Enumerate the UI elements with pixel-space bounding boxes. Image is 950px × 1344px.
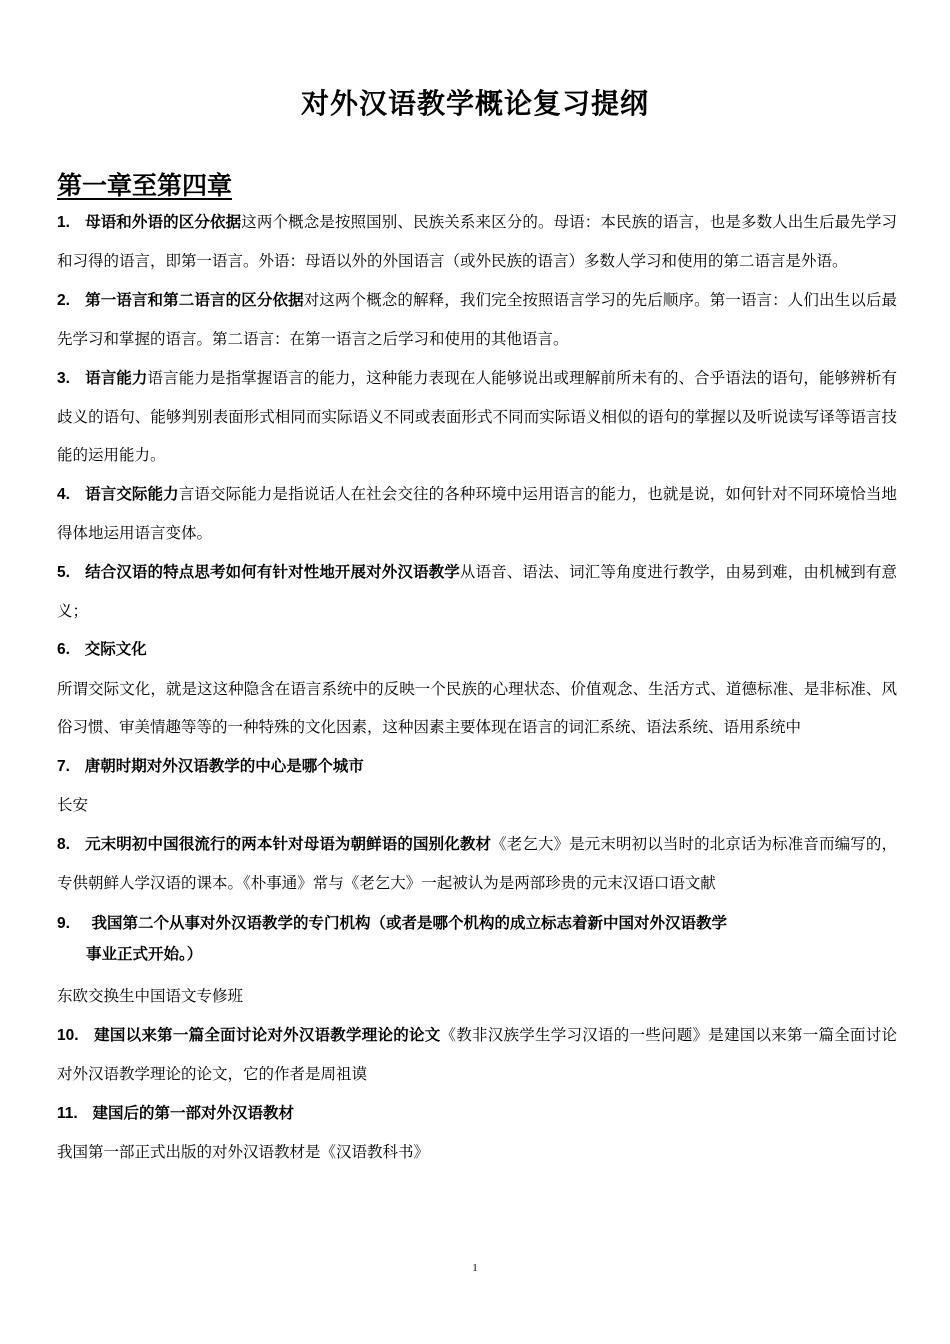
document-title: 对外汉语教学概论复习提纲 <box>300 87 649 120</box>
outline-item-3: 3. 语言能力语言能力是指掌握语言的能力，这种能力表现在人能够说出或理解前所未有的、合乎语法的语句，能够辨析有歧义的语句、能够判别表面形式相同而实际语义不同或表面形式不同而实际语义相似的语句的掌握以及听说读写译等语言技能的运用能力。 <box>57 368 897 465</box>
outline-item-8: 8. 元末明初中国很流行的两本针对母语为朝鲜语的国别化教材《老乞大》是元末明初以当时的北京话为标准音而编写的，专供朝鲜人学汉语的课本。《朴事通》常与《老乞大》一起被认为是两部珍贵的元末汉语口语文献 <box>57 834 897 892</box>
outline-item-5: 5. 结合汉语的特点思考如何有针对性地开展对外汉语教学从语音、语法、词汇等角度进行教学，由易到难，由机械到有意义； <box>57 562 897 621</box>
answer-11: 我国第一部正式出版的对外汉语教材是《汉语教科书》 <box>57 1142 430 1161</box>
outline-content <box>57 203 897 1171</box>
outline-item-1: 1. 母语和外语的区分依据这两个概念是按照国别、民族关系来区分的。母语：本民族的语言，也是多数人出生后最先学习和习得的语言，即第一语言。外语：母语以外的外国语言（或外民族的语言）多数人学习和使用的第二语言是外语。 <box>57 213 897 271</box>
outline-item-4: 4. 语言交际能力言语交际能力是指说话人在社会交往的各种环境中运用语言的能力，也就是说，如何针对不同环境恰当地得体地运用语言变体。 <box>57 484 897 543</box>
outline-item-11: 11. 建国后的第一部对外汉语教材 <box>57 1103 294 1122</box>
page-number: 1 <box>472 1262 478 1274</box>
chapter-heading: 第一章至第四章 <box>57 171 233 200</box>
outline-item-6: 6. 交际文化 <box>57 640 147 659</box>
outline-item-10: 10. 建国以来第一篇全面讨论对外汉语教学理论的论文《教非汉族学生学习汉语的一些问题》是建国以来第一篇全面讨论对外汉语教学理论的论文，它的作者是周祖谟 <box>57 1025 897 1084</box>
answer-9: 东欧交换生中国语文专修班 <box>57 987 244 1006</box>
outline-item-2: 2. 第一语言和第二语言的区分依据对这两个概念的解释，我们完全按照语言学习的先后顺序。第一语言：人们出生以后最先学习和掌握的语言。第二语言：在第一语言之后学习和使用的其他语言。 <box>57 290 897 349</box>
answer-6: 所谓交际文化，就是这这种隐含在语言系统中的反映一个民族的心理状态、价值观念、生活方式、道德标准、是非标准、风俗习惯、审美情趣等等的一种特殊的文化因素，这种因素主要体现在语言的词汇系统、语法系统、语用系统中 <box>57 679 897 737</box>
answer-7: 长安 <box>57 796 89 815</box>
outline-item-7: 7. 唐朝时期对外汉语教学的中心是哪个城市 <box>57 756 364 775</box>
outline-item-9: 9. 我国第二个从事对外汉语教学的专门机构（或者是哪个机构的成立标志着新中国对外汉语教学 事业正式开始。） <box>57 914 728 964</box>
